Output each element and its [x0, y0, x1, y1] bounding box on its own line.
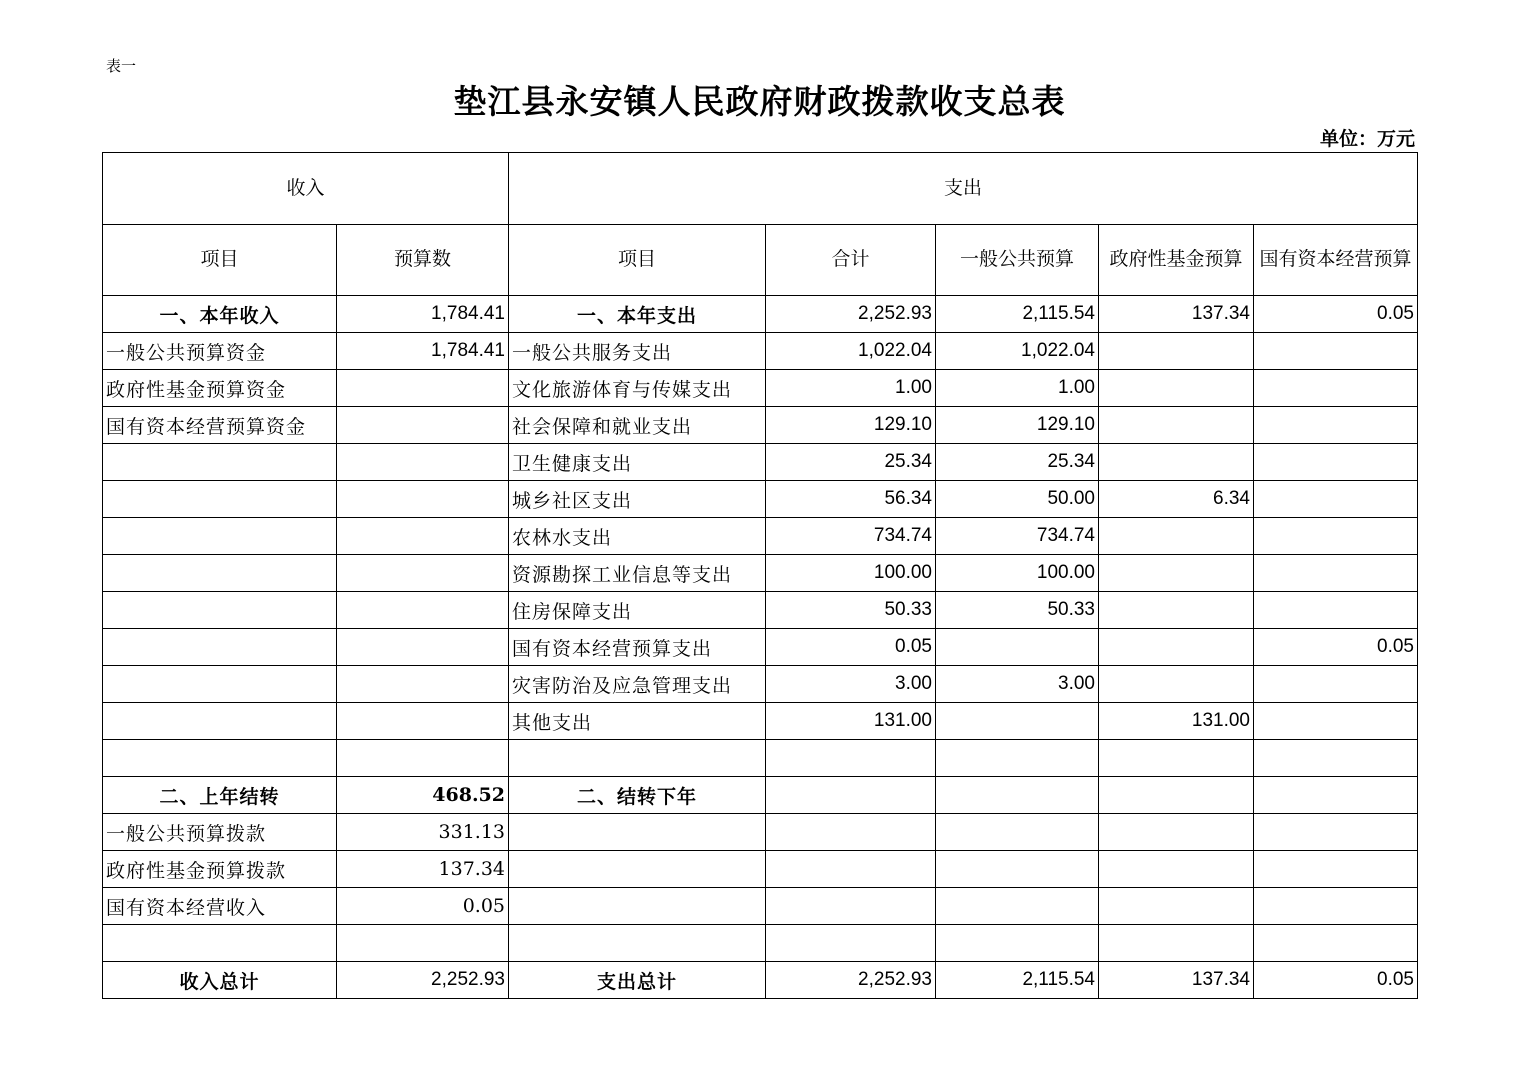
total-cell: [766, 925, 936, 962]
income-item-cell: [103, 925, 337, 962]
page-title: 垫江县永安镇人民政府财政拨款收支总表: [453, 82, 1066, 121]
state-capital-cell: [1254, 518, 1418, 555]
general-budget-cell: 1,022.04: [936, 333, 1099, 370]
total-cell: [766, 740, 936, 777]
gov-fund-cell: [1099, 666, 1254, 703]
income-item-cell: [103, 740, 337, 777]
expense-item-cell: 卫生健康支出: [509, 444, 766, 481]
income-value-cell: 2,252.93: [337, 962, 509, 999]
general-budget-cell: 3.00: [936, 666, 1099, 703]
state-capital-cell: [1254, 814, 1418, 851]
expense-header: 支出: [509, 153, 1418, 225]
expense-item-cell: 资源勘探工业信息等支出: [509, 555, 766, 592]
income-item-header: 项目: [103, 225, 337, 296]
general-budget-cell: 1.00: [936, 370, 1099, 407]
income-header: 收入: [103, 153, 509, 225]
income-item-cell: [103, 518, 337, 555]
table-row: [103, 555, 1418, 592]
income-value-cell: [337, 518, 509, 555]
state-capital-cell: [1254, 666, 1418, 703]
total-cell: 2,252.93: [766, 962, 936, 999]
table-row: [103, 407, 1418, 444]
gov-fund-cell: [1099, 851, 1254, 888]
general-budget-cell: 25.34: [936, 444, 1099, 481]
income-value-cell: 468.52: [337, 777, 509, 814]
income-value-cell: 1,784.41: [337, 333, 509, 370]
expense-item-header: 项目: [509, 225, 766, 296]
income-value-cell: [337, 666, 509, 703]
income-value-cell: 331.13: [337, 814, 509, 851]
expense-item-cell: 一、本年支出: [509, 296, 766, 333]
table-row: [103, 962, 1418, 999]
income-item-cell: [103, 555, 337, 592]
expense-item-cell: 文化旅游体育与传媒支出: [509, 370, 766, 407]
table-row: [103, 444, 1418, 481]
general-budget-cell: 100.00: [936, 555, 1099, 592]
gov-fund-cell: [1099, 407, 1254, 444]
gov-fund-cell: 137.34: [1099, 296, 1254, 333]
income-value-cell: [337, 555, 509, 592]
income-value-cell: [337, 629, 509, 666]
total-cell: 1.00: [766, 370, 936, 407]
income-item-cell: [103, 481, 337, 518]
gov-fund-cell: [1099, 370, 1254, 407]
table-row: [103, 814, 1418, 851]
state-capital-cell: [1254, 703, 1418, 740]
expense-item-cell: 国有资本经营预算支出: [509, 629, 766, 666]
total-cell: [766, 777, 936, 814]
total-cell: 100.00: [766, 555, 936, 592]
total-cell: [766, 888, 936, 925]
expense-item-cell: [509, 925, 766, 962]
gov-fund-header: 政府性基金预算: [1099, 225, 1254, 296]
header-row-1: [103, 153, 1418, 225]
general-budget-header: 一般公共预算: [936, 225, 1099, 296]
general-budget-cell: [936, 777, 1099, 814]
income-item-cell: [103, 666, 337, 703]
total-cell: 129.10: [766, 407, 936, 444]
state-capital-cell: [1254, 777, 1418, 814]
gov-fund-cell: [1099, 592, 1254, 629]
expense-item-cell: [509, 851, 766, 888]
income-value-cell: [337, 592, 509, 629]
general-budget-cell: 50.00: [936, 481, 1099, 518]
general-budget-cell: 2,115.54: [936, 962, 1099, 999]
table-row: [103, 592, 1418, 629]
income-item-cell: [103, 703, 337, 740]
state-capital-cell: [1254, 925, 1418, 962]
gov-fund-cell: [1099, 518, 1254, 555]
table-row: [103, 740, 1418, 777]
total-cell: 0.05: [766, 629, 936, 666]
state-capital-header: 国有资本经营预算: [1254, 225, 1418, 296]
expense-item-cell: [509, 740, 766, 777]
total-cell: 2,252.93: [766, 296, 936, 333]
general-budget-cell: [936, 703, 1099, 740]
income-value-cell: [337, 444, 509, 481]
table-row: [103, 666, 1418, 703]
expense-item-cell: 住房保障支出: [509, 592, 766, 629]
income-item-cell: 国有资本经营预算资金: [103, 407, 337, 444]
income-item-cell: 政府性基金预算拨款: [103, 851, 337, 888]
table-row: [103, 925, 1418, 962]
total-cell: 50.33: [766, 592, 936, 629]
income-item-cell: 政府性基金预算资金: [103, 370, 337, 407]
total-cell: 1,022.04: [766, 333, 936, 370]
gov-fund-cell: [1099, 629, 1254, 666]
state-capital-cell: [1254, 444, 1418, 481]
expense-item-cell: 城乡社区支出: [509, 481, 766, 518]
state-capital-cell: [1254, 333, 1418, 370]
header-row-2: [103, 225, 1418, 296]
general-budget-cell: [936, 925, 1099, 962]
gov-fund-cell: [1099, 777, 1254, 814]
income-item-cell: [103, 592, 337, 629]
income-value-cell: [337, 740, 509, 777]
gov-fund-cell: [1099, 814, 1254, 851]
total-cell: [766, 851, 936, 888]
state-capital-cell: 0.05: [1254, 962, 1418, 999]
gov-fund-cell: [1099, 888, 1254, 925]
unit-label: 单位：万元: [1319, 128, 1415, 150]
expense-item-cell: [509, 814, 766, 851]
income-item-cell: 一般公共预算拨款: [103, 814, 337, 851]
state-capital-cell: [1254, 851, 1418, 888]
state-capital-cell: 0.05: [1254, 629, 1418, 666]
gov-fund-cell: 131.00: [1099, 703, 1254, 740]
gov-fund-cell: [1099, 925, 1254, 962]
gov-fund-cell: 137.34: [1099, 962, 1254, 999]
total-cell: 56.34: [766, 481, 936, 518]
expense-item-cell: 社会保障和就业支出: [509, 407, 766, 444]
gov-fund-cell: [1099, 555, 1254, 592]
table-row: [103, 629, 1418, 666]
table-row: [103, 296, 1418, 333]
gov-fund-cell: [1099, 444, 1254, 481]
table-row: [103, 370, 1418, 407]
table-row: [103, 888, 1418, 925]
income-value-cell: 1,784.41: [337, 296, 509, 333]
total-cell: 734.74: [766, 518, 936, 555]
income-budget-header: 预算数: [337, 225, 509, 296]
table-number: 表一: [106, 57, 137, 75]
table-row: [103, 481, 1418, 518]
income-item-cell: [103, 629, 337, 666]
gov-fund-cell: 6.34: [1099, 481, 1254, 518]
expense-item-cell: 一般公共服务支出: [509, 333, 766, 370]
total-cell: [766, 814, 936, 851]
general-budget-cell: [936, 888, 1099, 925]
state-capital-cell: [1254, 407, 1418, 444]
income-item-cell: 一般公共预算资金: [103, 333, 337, 370]
expense-item-cell: 二、结转下年: [509, 777, 766, 814]
state-capital-cell: [1254, 481, 1418, 518]
income-value-cell: [337, 703, 509, 740]
table-row: [103, 777, 1418, 814]
table-row: [103, 851, 1418, 888]
total-cell: 25.34: [766, 444, 936, 481]
income-item-cell: [103, 444, 337, 481]
expense-item-cell: [509, 888, 766, 925]
income-value-cell: [337, 481, 509, 518]
state-capital-cell: [1254, 555, 1418, 592]
total-cell: 3.00: [766, 666, 936, 703]
general-budget-cell: 734.74: [936, 518, 1099, 555]
general-budget-cell: 50.33: [936, 592, 1099, 629]
gov-fund-cell: [1099, 740, 1254, 777]
total-cell: 131.00: [766, 703, 936, 740]
total-header: 合计: [766, 225, 936, 296]
income-value-cell: 0.05: [337, 888, 509, 925]
income-item-cell: 一、本年收入: [103, 296, 337, 333]
state-capital-cell: [1254, 740, 1418, 777]
table-row: [103, 518, 1418, 555]
table-row: [103, 703, 1418, 740]
table-row: [103, 333, 1418, 370]
general-budget-cell: [936, 629, 1099, 666]
income-value-cell: [337, 407, 509, 444]
state-capital-cell: 0.05: [1254, 296, 1418, 333]
state-capital-cell: [1254, 370, 1418, 407]
expense-item-cell: 其他支出: [509, 703, 766, 740]
general-budget-cell: [936, 814, 1099, 851]
general-budget-cell: 129.10: [936, 407, 1099, 444]
income-item-cell: 二、上年结转: [103, 777, 337, 814]
expense-item-cell: 支出总计: [509, 962, 766, 999]
expense-item-cell: 灾害防治及应急管理支出: [509, 666, 766, 703]
budget-table: [102, 152, 1418, 999]
expense-item-cell: 农林水支出: [509, 518, 766, 555]
general-budget-cell: [936, 740, 1099, 777]
income-item-cell: 国有资本经营收入: [103, 888, 337, 925]
income-value-cell: 137.34: [337, 851, 509, 888]
state-capital-cell: [1254, 592, 1418, 629]
gov-fund-cell: [1099, 333, 1254, 370]
income-value-cell: [337, 925, 509, 962]
state-capital-cell: [1254, 888, 1418, 925]
income-item-cell: 收入总计: [103, 962, 337, 999]
general-budget-cell: 2,115.54: [936, 296, 1099, 333]
income-value-cell: [337, 370, 509, 407]
general-budget-cell: [936, 851, 1099, 888]
